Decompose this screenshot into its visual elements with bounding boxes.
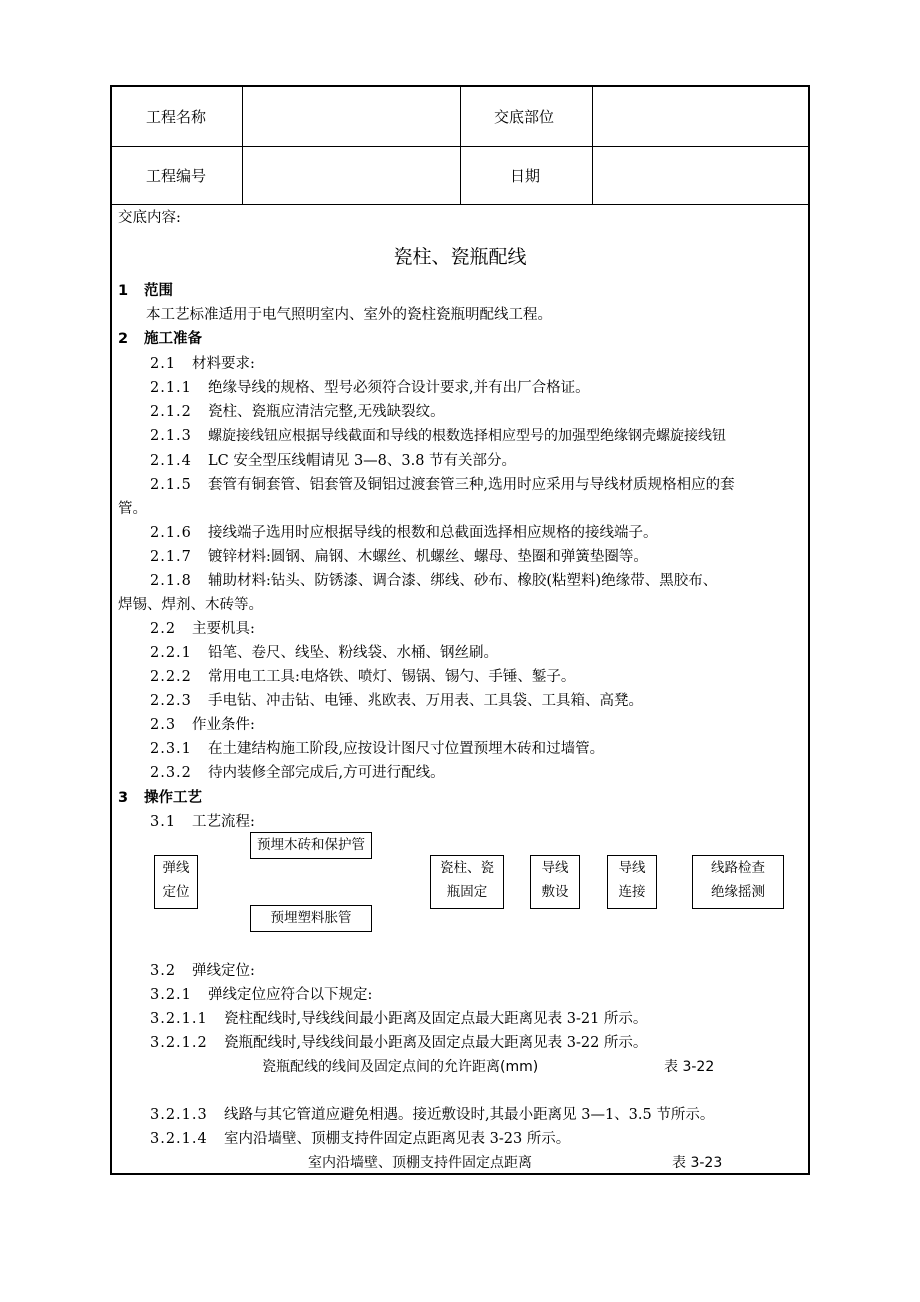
clause-text: 套管有铜套管、铝套管及铜铝过渡套管三种,选用时应采用与导线材质规格相应的套	[208, 477, 735, 493]
clause-text: 镀锌材料:圆钢、扁钢、木螺丝、机螺丝、螺母、垫圈和弹簧垫圈等。	[208, 549, 648, 565]
clause-number: 2.3.1	[150, 741, 192, 757]
clause-text: 接线端子选用时应根据导线的根数和总截面选择相应规格的接线端子。	[208, 525, 658, 541]
section-heading: 范围	[144, 283, 173, 299]
clause-number: 2.1.1	[150, 380, 192, 396]
clause-number: 3.2.1	[150, 987, 192, 1003]
header-divider	[592, 87, 593, 205]
section-number: 2	[118, 331, 129, 347]
clause-number: 2.2.3	[150, 693, 192, 709]
page-title: 瓷柱、瓷瓶配线	[393, 246, 527, 268]
flow-box-line: 瓷柱、瓷	[440, 860, 494, 876]
clause-number: 2.2.1	[150, 645, 192, 661]
table-caption: 室内沿墙壁、顶棚支持件固定点距离	[308, 1155, 532, 1171]
flow-box-line: 瓶固定	[446, 884, 488, 900]
clause-number: 2.2.2	[150, 669, 192, 685]
clause-number: 2.1.2	[150, 404, 192, 420]
clause-text: 线路与其它管道应避免相遇。接近敷设时,其最小距离见 3—1、3.5 节所示。	[224, 1107, 715, 1123]
clause-text: 弹线定位:	[192, 963, 255, 979]
flow-box-line-check	[692, 855, 784, 909]
table-caption: 瓷瓶配线的线间及固定点间的允许距离(mm)	[262, 1059, 539, 1075]
flow-box-embed-wood: 预埋木砖和保护管	[250, 832, 372, 859]
clause-text-continued: 管。	[118, 501, 147, 517]
clause-number: 3.1	[150, 814, 177, 830]
clause-text: 常用电工工具:电烙铁、喷灯、锡锅、锡勺、手锤、錾子。	[208, 669, 576, 685]
flow-box-line: 定位	[162, 884, 190, 900]
clause-number: 2.1.6	[150, 525, 192, 541]
clause-text: 瓷柱、瓷瓶应清洁完整,无残缺裂纹。	[208, 404, 445, 420]
clause-number: 3.2	[150, 963, 177, 979]
clause-number: 2.3.2	[150, 765, 192, 781]
paragraph: 本工艺标准适用于电气照明室内、室外的瓷柱瓷瓶明配线工程。	[146, 307, 552, 323]
flow-box-line: 敷设	[541, 884, 569, 900]
clause-number: 2.1.8	[150, 573, 192, 589]
clause-text: 工艺流程:	[192, 814, 255, 830]
flow-box-line: 连接	[618, 884, 646, 900]
date-label: 日期	[510, 167, 541, 185]
clause-text: 绝缘导线的规格、型号必须符合设计要求,并有出厂合格证。	[208, 380, 590, 396]
clause-text: 辅助材料:钻头、防锈漆、调合漆、绑线、砂布、橡胶(粘塑料)绝缘带、黑胶布、	[208, 573, 718, 589]
header-divider	[242, 87, 243, 205]
clause-number: 2.1	[150, 356, 177, 372]
clause-text: 弹线定位应符合以下规定:	[208, 987, 373, 1003]
flow-box-wire-laying	[530, 855, 580, 909]
section-number: 1	[118, 283, 129, 299]
clause-text: 螺旋接线钮应根据导线截面和导线的根数选择相应型号的加强型绝缘钢壳螺旋接线钮	[208, 428, 726, 444]
clause-number: 2.1.4	[150, 453, 192, 469]
table-label: 表 3-22	[664, 1059, 715, 1075]
clause-number: 2.3	[150, 717, 177, 733]
clause-number: 3.2.1.4	[150, 1131, 208, 1147]
flow-box-line: 绝缘摇测	[711, 884, 765, 900]
clause-number: 2.1.7	[150, 549, 192, 565]
clause-number: 3.2.1.2	[150, 1035, 208, 1051]
table-label: 表 3-23	[672, 1155, 723, 1171]
flow-box-chalk-line	[154, 855, 198, 909]
clause-text: 待内装修全部完成后,方可进行配线。	[208, 765, 445, 781]
section-heading: 操作工艺	[144, 790, 202, 806]
clause-text: 铅笔、卷尺、线坠、粉线袋、水桶、钢丝刷。	[208, 645, 498, 661]
flow-box-line: 线路检查	[711, 860, 765, 876]
clause-number: 2.1.3	[150, 428, 192, 444]
flow-box-wire-connect	[607, 855, 657, 909]
clause-text: 主要机具:	[192, 621, 255, 637]
clause-number: 3.2.1.1	[150, 1011, 208, 1027]
handover-part-label: 交底部位	[494, 108, 555, 126]
section-heading: 施工准备	[144, 331, 202, 347]
clause-number: 2.1.5	[150, 477, 192, 493]
clause-text: LC 安全型压线帽请见 3—8、3.8 节有关部分。	[208, 453, 517, 469]
clause-text: 作业条件:	[192, 717, 255, 733]
clause-number: 3.2.1.3	[150, 1107, 208, 1123]
flow-box-line: 弹线	[162, 860, 190, 876]
project-number-label: 工程编号	[146, 167, 207, 185]
clause-text: 瓷柱配线时,导线线间最小距离及固定点最大距离见表 3-21 所示。	[224, 1011, 648, 1027]
flow-box-line: 导线	[618, 860, 646, 876]
section-number: 3	[118, 790, 129, 806]
document-frame	[110, 85, 810, 1175]
clause-text: 瓷瓶配线时,导线线间最小距离及固定点最大距离见表 3-22 所示。	[224, 1035, 648, 1051]
flow-box-line: 导线	[541, 860, 569, 876]
clause-text: 在土建结构施工阶段,应按设计图尺寸位置预埋木砖和过墙管。	[208, 741, 605, 757]
content-label: 交底内容:	[118, 210, 181, 226]
flow-box-porcelain-fix	[430, 855, 504, 909]
clause-number: 2.2	[150, 621, 177, 637]
clause-text: 手电钻、冲击钻、电锤、兆欧表、万用表、工具袋、工具箱、高凳。	[208, 693, 643, 709]
header-divider	[460, 87, 461, 205]
project-name-label: 工程名称	[146, 108, 207, 126]
flow-box-embed-plastic: 预埋塑料胀管	[250, 905, 372, 932]
clause-text-continued: 焊锡、焊剂、木砖等。	[118, 597, 263, 613]
clause-text: 室内沿墙壁、顶棚支持件固定点距离见表 3-23 所示。	[224, 1131, 571, 1147]
clause-text: 材料要求:	[192, 356, 255, 372]
